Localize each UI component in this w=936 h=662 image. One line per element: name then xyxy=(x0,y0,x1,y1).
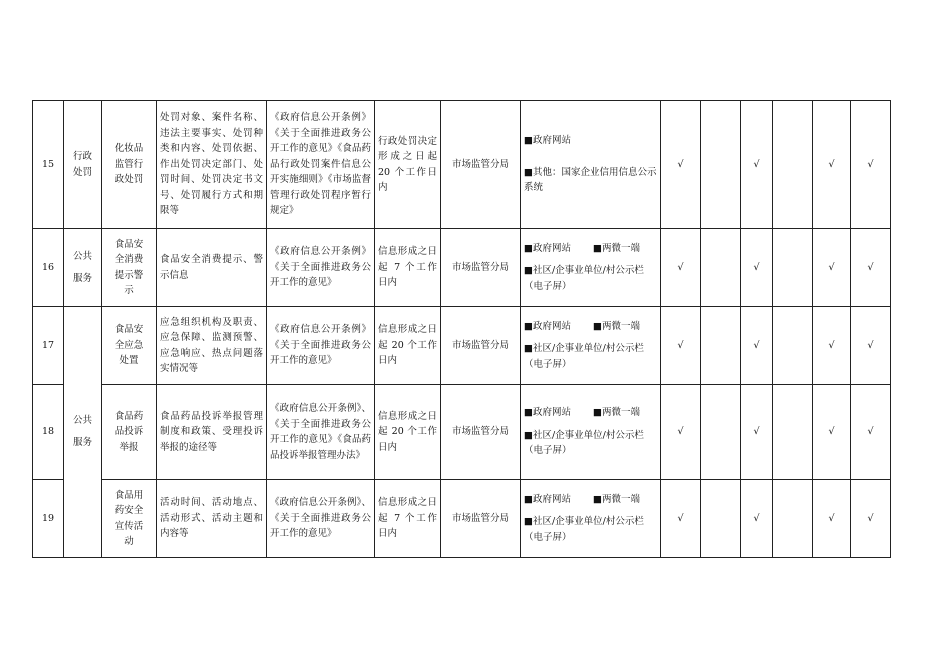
check-cell: √ xyxy=(661,385,701,480)
row-content: 处罚对象、案件名称、违法主要事实、处罚种类和内容、处罚依据、作出处罚决定部门、处罚时间、处罚决定书文号、处罚履行方式和期限等 xyxy=(157,101,267,229)
category-text: 公共 服务 xyxy=(72,250,92,284)
check-cell: √ xyxy=(741,307,773,385)
row-basis: 《政府信息公开条例》、《关于全面推进政务公开工作的意见》《食品药品投诉举报管理办法》 xyxy=(267,385,375,480)
channel-item: ■两微一端 xyxy=(592,320,640,332)
item-text: 食品用 药安全 宣传活 动 xyxy=(114,489,144,547)
row-basis: 《政府信息公开条例》《关于全面推进政务公开工作的意见》《食品药品行政处罚案件信息公开实施细则》《市场监督管理行政处罚程序暂行规定》 xyxy=(267,101,375,229)
row-timeframe: 行政处罚决定形成之日起 20 个工作日内 xyxy=(375,101,441,229)
channel-item: ■其他：国家企业信用信息公示系统 xyxy=(524,166,657,194)
table-row xyxy=(33,307,891,385)
row-timeframe: 信息形成之日起 20 个工作日内 xyxy=(375,385,441,480)
check-cell: √ xyxy=(851,229,891,307)
check-cell: √ xyxy=(851,480,891,558)
row-number: 18 xyxy=(33,385,64,480)
row-content: 食品安全消费提示、警示信息 xyxy=(157,229,267,307)
check-cell: √ xyxy=(661,101,701,229)
check-cell xyxy=(701,307,741,385)
check-cell: √ xyxy=(741,229,773,307)
row-item xyxy=(102,101,157,229)
check-cell: √ xyxy=(813,307,851,385)
check-cell: √ xyxy=(661,229,701,307)
channel-item: ■两微一端 xyxy=(592,493,640,505)
category-text: 行政 处罚 xyxy=(72,151,92,178)
row-item xyxy=(102,229,157,307)
channel-item: ■社区/企事业单位/村公示栏（电子屏） xyxy=(524,265,644,292)
check-cell xyxy=(773,229,813,307)
channel-item: ■两微一端 xyxy=(592,407,640,419)
channel-item: ■政府网站 xyxy=(524,493,571,505)
check-cell: √ xyxy=(661,307,701,385)
row-subject: 市场监管分局 xyxy=(441,480,521,558)
row-basis: 《政府信息公开条例》《关于全面推进政务公开工作的意见》 xyxy=(267,229,375,307)
check-cell xyxy=(701,101,741,229)
row-timeframe: 信息形成之日起 7 个工作日内 xyxy=(375,480,441,558)
check-cell: √ xyxy=(851,385,891,480)
row-number: 16 xyxy=(33,229,64,307)
check-cell: √ xyxy=(741,385,773,480)
row-basis: 《政府信息公开条例》、《关于全面推进政务公开工作的意见》 xyxy=(267,480,375,558)
check-cell xyxy=(773,385,813,480)
channel-item: ■政府网站 xyxy=(524,407,571,419)
row-subject: 市场监管分局 xyxy=(441,307,521,385)
category-text: 公共 服务 xyxy=(72,415,92,448)
row-content: 活动时间、活动地点、活动形式、活动主题和内容等 xyxy=(157,480,267,558)
row-channels xyxy=(521,229,661,307)
check-cell xyxy=(701,480,741,558)
row-channels xyxy=(521,101,661,229)
row-subject: 市场监管分局 xyxy=(441,101,521,229)
check-cell xyxy=(773,480,813,558)
item-text: 食品安 全消费 提示警 示 xyxy=(114,238,144,296)
row-category xyxy=(64,307,102,558)
item-text: 食品安 全应急 处置 xyxy=(114,324,144,367)
row-subject: 市场监管分局 xyxy=(441,229,521,307)
row-timeframe: 信息形成之日起 20 个工作日内 xyxy=(375,307,441,385)
check-cell: √ xyxy=(813,385,851,480)
channel-item: ■社区/企事业单位/村公示栏（电子屏） xyxy=(524,429,644,457)
row-number: 17 xyxy=(33,307,64,385)
row-item xyxy=(102,480,157,558)
table-row xyxy=(33,480,891,558)
row-timeframe: 信息形成之日起 7 个工作日内 xyxy=(375,229,441,307)
check-cell xyxy=(773,101,813,229)
row-content: 食品药品投诉举报管理制度和政策、受理投诉举报的途径等 xyxy=(157,385,267,480)
channel-item: ■社区/企事业单位/村公示栏（电子屏） xyxy=(524,516,644,543)
channel-item: ■两微一端 xyxy=(592,242,640,254)
table-row xyxy=(33,385,891,480)
row-channels xyxy=(521,385,661,480)
row-number: 19 xyxy=(33,480,64,558)
check-cell: √ xyxy=(741,101,773,229)
channel-item: ■政府网站 xyxy=(524,320,571,332)
check-cell: √ xyxy=(813,229,851,307)
check-cell xyxy=(701,229,741,307)
check-cell: √ xyxy=(741,480,773,558)
check-cell: √ xyxy=(661,480,701,558)
check-cell: √ xyxy=(851,101,891,229)
row-number: 15 xyxy=(33,101,64,229)
row-subject: 市场监管分局 xyxy=(441,385,521,480)
check-cell: √ xyxy=(813,101,851,229)
row-item xyxy=(102,307,157,385)
row-item xyxy=(102,385,157,480)
channel-item: ■政府网站 xyxy=(524,135,571,147)
item-text: 食品药 品投诉 举报 xyxy=(114,410,144,453)
channel-item: ■政府网站 xyxy=(524,242,571,254)
check-cell: √ xyxy=(813,480,851,558)
row-category xyxy=(64,229,102,307)
table-row xyxy=(33,101,891,229)
check-cell xyxy=(773,307,813,385)
channel-item: ■社区/企事业单位/村公示栏（电子屏） xyxy=(524,343,644,370)
disclosure-table xyxy=(32,100,891,558)
table-row xyxy=(33,229,891,307)
item-text: 化妆品 监管行 政处罚 xyxy=(114,143,144,186)
check-cell xyxy=(701,385,741,480)
check-cell: √ xyxy=(851,307,891,385)
row-category xyxy=(64,101,102,229)
row-basis: 《政府信息公开条例》《关于全面推进政务公开工作的意见》 xyxy=(267,307,375,385)
row-content: 应急组织机构及职责、应急保障、监测预警、应急响应、热点问题落实情况等 xyxy=(157,307,267,385)
row-channels xyxy=(521,480,661,558)
row-channels xyxy=(521,307,661,385)
